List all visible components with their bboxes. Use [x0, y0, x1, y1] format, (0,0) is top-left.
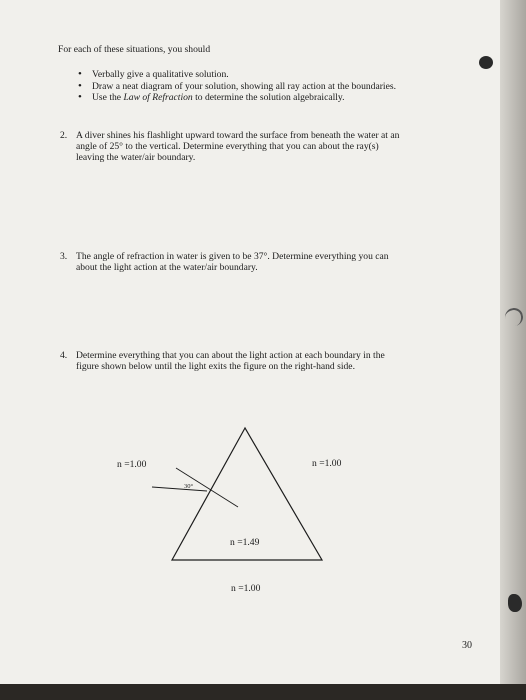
question-2-text: A diver shines his flashlight upward toward the surface from beneath the water at an angle of 25° to the vertical. Determine everything that you can about the ray(s) leaving the water/air boundary. [76, 130, 400, 163]
label-n-inside: n =1.49 [230, 537, 260, 548]
question-3-number: 3. [60, 251, 68, 262]
page-number: 30 [462, 640, 472, 651]
bullet-item: • Verbally give a qualitative solution. [78, 69, 458, 81]
intro-text: For each of these situations, you should [58, 44, 211, 55]
bullet-item: • Use the Law of Refraction to determine the solution algebraically. [78, 92, 458, 104]
label-n-bottom: n =1.00 [231, 583, 261, 594]
label-n-left: n =1.00 [117, 459, 147, 470]
question-4-text: Determine everything that you can about the light action at each boundary in the figure shown below until the light exits the figure on the right-hand side. [76, 350, 385, 372]
label-n-right: n =1.00 [312, 458, 342, 469]
question-4-number: 4. [60, 350, 68, 361]
question-3-text: The angle of refraction in water is given to be 37°. Determine everything you can about the light action at the water/air boundary. [76, 251, 389, 273]
label-angle: 30° [184, 483, 194, 490]
question-2-number: 2. [60, 130, 68, 141]
incident-ray [152, 487, 207, 491]
law-of-refraction-emphasis: Law of Refraction [123, 92, 193, 103]
bullet-item: • Draw a neat diagram of your solution, showing all ray action at the boundaries. [78, 81, 458, 93]
desk-shadow [0, 684, 526, 700]
